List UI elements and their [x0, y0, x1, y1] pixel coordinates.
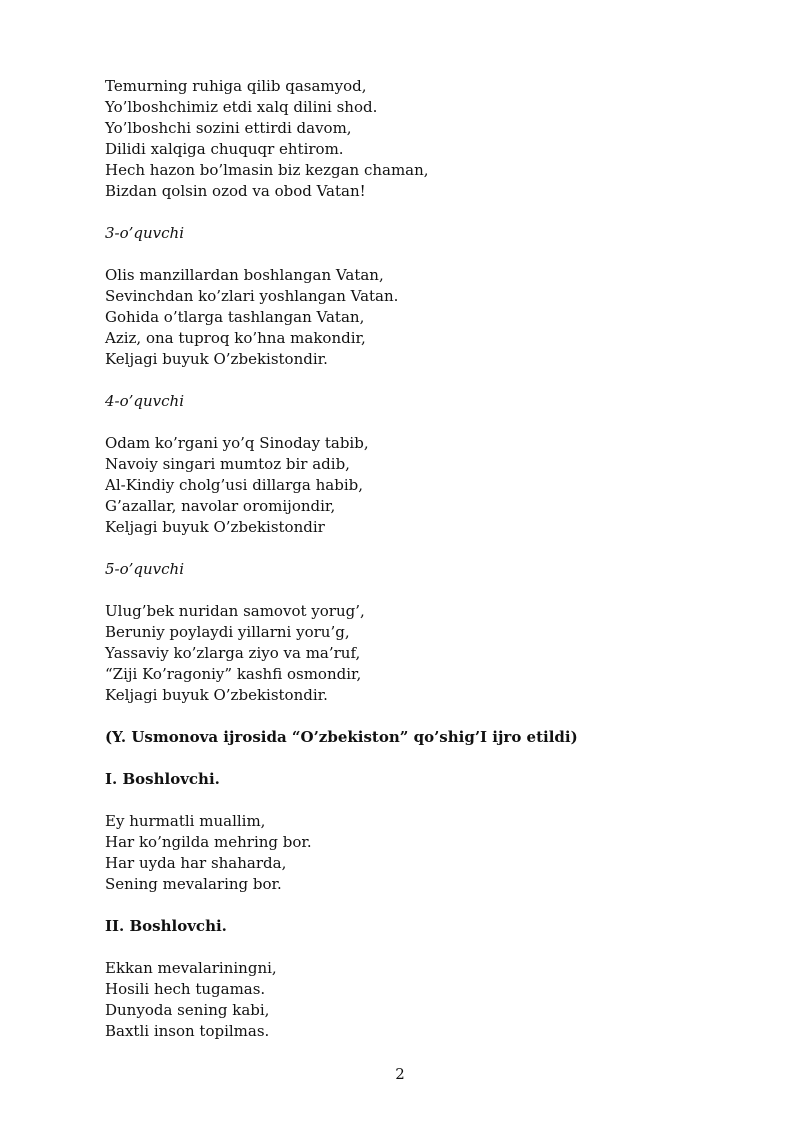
poem-line: Ekkan mevalariningni, — [105, 959, 277, 977]
host-2-stanza — [105, 958, 745, 1042]
speaker-label-3: 3-o’quvchi — [105, 224, 185, 242]
host-2-heading: II. Boshlovchi. — [105, 917, 227, 935]
poem-line: Aziz, ona tuproq ko’hna makondir, — [105, 329, 366, 347]
poem-line: Gohida o’tlarga tashlangan Vatan, — [105, 308, 365, 326]
poem-line: Baxtli inson topilmas. — [105, 1022, 270, 1040]
performance-note: (Y. Usmonova ijrosida “O’zbekiston” qo’shig’I ijro etildi) — [105, 728, 578, 746]
poem-line: Yassaviy ko’zlarga ziyo va ma’ruf, — [105, 644, 361, 662]
poem-line: Al-Kindiy cholg’usi dillarga habib, — [105, 476, 363, 494]
speaker-label-4: 4-o’quvchi — [105, 392, 185, 410]
poem-line: Dilidi xalqiga chuquqr ehtirom. — [105, 140, 344, 158]
page-number: 2 — [395, 1065, 405, 1083]
document-page — [105, 76, 745, 1063]
poem-line: Dunyoda sening kabi, — [105, 1001, 270, 1019]
poem-line: Hosili hech tugamas. — [105, 980, 266, 998]
poem-line: Ey hurmatli muallim, — [105, 812, 266, 830]
poem-line: Har uyda har shaharda, — [105, 854, 287, 872]
speaker-label-5: 5-o’quvchi — [105, 560, 185, 578]
poem-line: Olis manzillardan boshlangan Vatan, — [105, 266, 384, 284]
poem-line: Keljagi buyuk O’zbekistondir. — [105, 350, 328, 368]
poem-line: Temurning ruhiga qilib qasamyod, — [105, 77, 367, 95]
poem-line: Odam ko’rgani yo’q Sinoday tabib, — [105, 434, 369, 452]
poem-line: Navoiy singari mumtoz bir adib, — [105, 455, 350, 473]
poem-line: Ulug’bek nuridan samovot yorug’, — [105, 602, 365, 620]
poem-line: Beruniy poylaydi yillarni yoru’g, — [105, 623, 350, 641]
poem-stanza-1 — [105, 76, 745, 202]
poem-line: Bizdan qolsin ozod va obod Vatan! — [105, 182, 366, 200]
poem-line: Sevinchdan ko’zlari yoshlangan Vatan. — [105, 287, 399, 305]
host-1-heading: I. Boshlovchi. — [105, 770, 220, 788]
poem-line: “Ziji Ko’ragoniy” kashfi osmondir, — [105, 665, 362, 683]
poem-line: Keljagi buyuk O’zbekistondir. — [105, 686, 328, 704]
poem-line: Sening mevalaring bor. — [105, 875, 282, 893]
poem-line: Yo’lboshchimiz etdi xalq dilini shod. — [105, 98, 378, 116]
poem-stanza-4 — [105, 433, 745, 538]
poem-line: Yo’lboshchi sozini ettirdi davom, — [105, 119, 352, 137]
poem-line: Hech hazon bo’lmasin biz kezgan chaman, — [105, 161, 429, 179]
poem-stanza-3 — [105, 265, 745, 370]
poem-line: Har ko’ngilda mehring bor. — [105, 833, 312, 851]
poem-line: Keljagi buyuk O’zbekistondir — [105, 518, 325, 536]
host-1-stanza — [105, 811, 745, 895]
poem-stanza-5 — [105, 601, 745, 706]
poem-line: G’azallar, navolar oromijondir, — [105, 497, 336, 515]
